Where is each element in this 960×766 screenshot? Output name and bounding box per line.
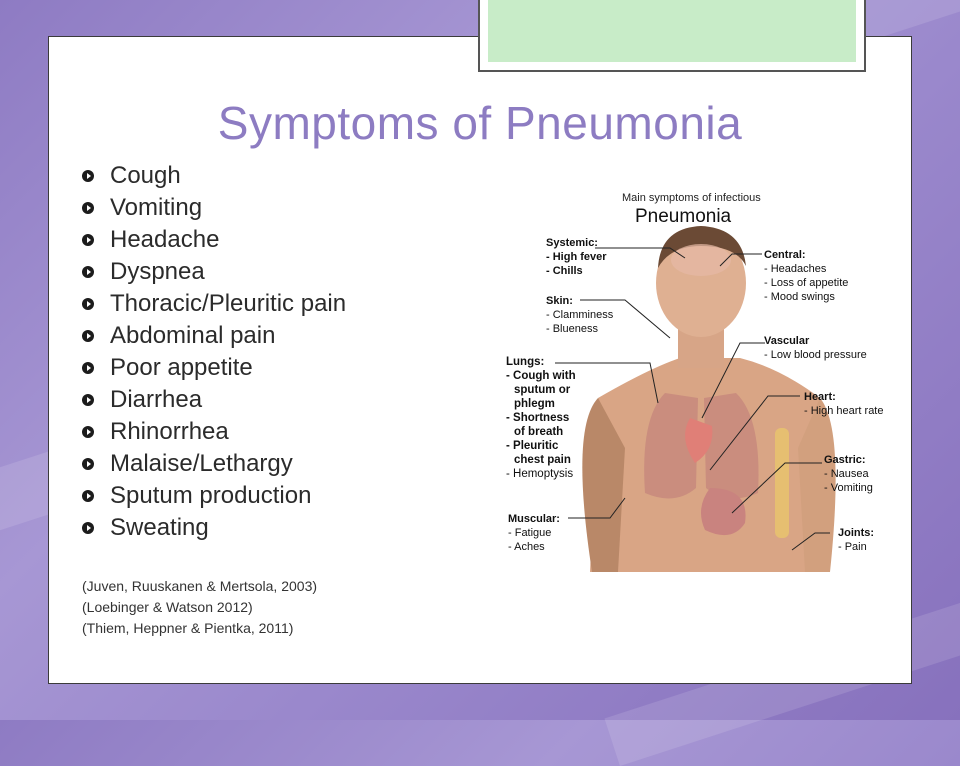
diagram-subtitle: Main symptoms of infectious	[622, 192, 761, 204]
label-gastric	[824, 453, 873, 495]
label-item: - Loss of appetite	[764, 277, 849, 289]
label-heading: Skin:	[546, 295, 573, 307]
list-item-text: Abdominal pain	[110, 322, 276, 349]
list-item	[82, 320, 346, 352]
label-central	[764, 248, 848, 304]
list-item-text: Poor appetite	[110, 354, 253, 381]
label-item: - Nausea	[824, 468, 869, 480]
reference-line: (Juven, Ruuskanen & Mertsola, 2003)	[82, 578, 318, 594]
symptom-list	[82, 160, 346, 544]
label-skin	[546, 294, 613, 336]
list-item	[82, 160, 346, 192]
list-item-text: Rhinorrhea	[110, 418, 229, 445]
list-item-text: Headache	[110, 226, 220, 253]
label-item: - Clamminess	[546, 309, 614, 321]
bullet-arrow-icon	[82, 362, 94, 374]
label-heading: Gastric:	[824, 454, 866, 466]
slide-title: Symptoms of Pneumonia	[217, 97, 743, 149]
label-heading: Lungs:	[506, 356, 545, 368]
bullet-arrow-icon	[82, 522, 94, 534]
label-item: - Headaches	[764, 263, 827, 275]
label-heading: Vascular	[764, 335, 810, 347]
list-item	[82, 416, 346, 448]
label-item: - High fever	[546, 251, 607, 263]
label-heart	[804, 390, 883, 418]
label-item: phlegm	[514, 398, 555, 410]
label-joints	[838, 526, 874, 554]
list-item	[82, 480, 346, 512]
bullet-arrow-icon	[82, 202, 94, 214]
label-item: sputum or	[514, 384, 571, 396]
label-lungs	[506, 355, 576, 481]
list-item-text: Malaise/Lethargy	[110, 450, 293, 477]
label-item: - Vomiting	[824, 482, 873, 494]
label-item: - Cough with	[506, 370, 576, 382]
reference-line: (Thiem, Heppner & Pientka, 2011)	[82, 620, 294, 636]
reference-line: (Loebinger & Watson 2012)	[82, 599, 253, 615]
label-item: - Aches	[508, 541, 545, 553]
bullet-arrow-icon	[82, 266, 94, 278]
list-item	[82, 288, 346, 320]
list-item	[82, 256, 346, 288]
bullet-arrow-icon	[82, 490, 94, 502]
list-item-text: Vomiting	[110, 194, 203, 221]
diagram-title: Pneumonia	[635, 206, 732, 227]
list-item-text: Thoracic/Pleuritic pain	[110, 290, 347, 317]
label-item: - High heart rate	[804, 405, 884, 417]
top-decoration	[478, 0, 866, 72]
label-systemic	[546, 236, 607, 278]
label-item: - Chills	[546, 265, 583, 277]
label-item: chest pain	[514, 454, 571, 466]
list-item	[82, 512, 346, 544]
list-item-text: Dyspnea	[110, 258, 205, 285]
label-heading: Muscular:	[508, 513, 560, 525]
list-item	[82, 384, 346, 416]
list-item-text: Diarrhea	[110, 386, 203, 413]
label-muscular	[508, 512, 560, 554]
list-item	[82, 352, 346, 384]
label-vascular	[764, 334, 867, 362]
label-item: - Pain	[838, 541, 867, 553]
label-item: - Shortness	[506, 412, 570, 424]
bullet-arrow-icon	[82, 234, 94, 246]
bullet-arrow-icon	[82, 330, 94, 342]
label-heading: Central:	[764, 249, 806, 261]
list-item	[82, 448, 346, 480]
list-item	[82, 224, 346, 256]
label-heading: Heart:	[804, 391, 836, 403]
label-item: - Mood swings	[764, 291, 835, 303]
references	[82, 576, 317, 639]
list-item-text: Cough	[110, 162, 181, 189]
list-item-text: Sputum production	[110, 482, 312, 509]
bullet-arrow-icon	[82, 458, 94, 470]
bullet-arrow-icon	[82, 298, 94, 310]
bullet-arrow-icon	[82, 426, 94, 438]
list-item-text: Sweating	[110, 514, 209, 541]
label-item: - Low blood pressure	[764, 349, 867, 361]
bullet-arrow-icon	[82, 394, 94, 406]
label-heading: Systemic:	[546, 237, 598, 249]
label-item: of breath	[514, 426, 564, 438]
label-item: - Pleuritic	[506, 440, 559, 452]
label-heading: Joints:	[838, 527, 875, 539]
pneumonia-diagram	[500, 188, 902, 572]
label-item: - Fatigue	[508, 527, 552, 539]
list-item	[82, 192, 346, 224]
label-item: - Blueness	[546, 323, 598, 335]
bullet-arrow-icon	[82, 170, 94, 182]
label-item: - Hemoptysis	[506, 468, 574, 480]
top-decoration-fill	[488, 0, 856, 62]
